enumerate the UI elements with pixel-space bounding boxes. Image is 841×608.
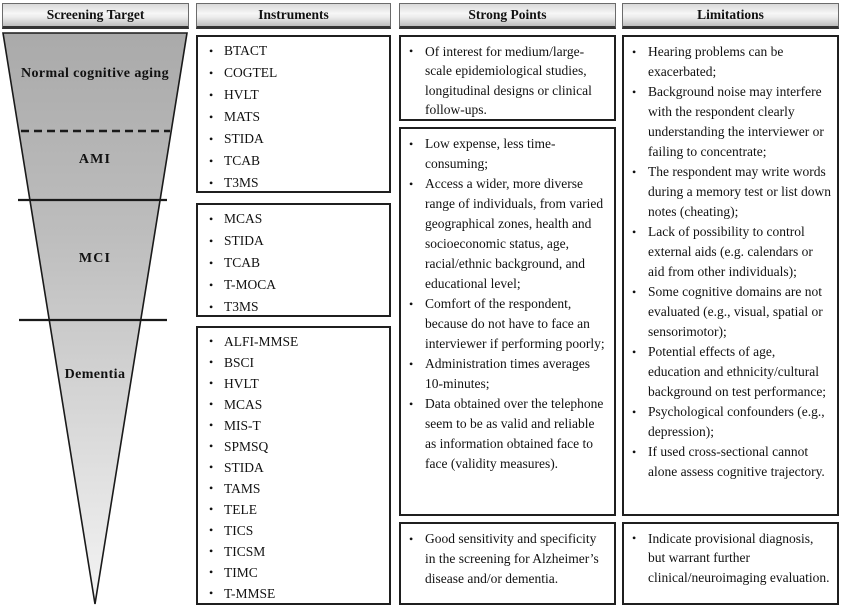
bullet-icon: • xyxy=(409,137,414,151)
header-instruments xyxy=(196,3,391,29)
instrument-name: T-MOCA xyxy=(224,277,277,292)
bullet-icon: • xyxy=(209,544,214,558)
list-item xyxy=(401,354,608,394)
instrument-name: T-MMSE xyxy=(224,586,276,601)
instrument-name: TIMC xyxy=(224,565,258,580)
strong-point-text: Access a wider, more diverse range of individuals, from varied geographical zones, health and socioeconomic status, age, racial/ethnic background, and educational level; xyxy=(425,176,604,291)
list-item xyxy=(624,402,831,442)
instrument-name: ALFI-MMSE xyxy=(224,334,299,349)
list-item xyxy=(198,296,389,317)
list-item xyxy=(624,442,831,482)
bullet-icon: • xyxy=(409,297,414,311)
bullet-icon: • xyxy=(409,397,414,411)
limitations-group-2 xyxy=(622,522,839,605)
list-item xyxy=(198,478,389,499)
bullet-icon: • xyxy=(209,66,214,80)
instruments-group-mci xyxy=(196,203,391,317)
limitation-text: Hearing problems can be exacerbated; xyxy=(648,44,784,79)
bullet-icon: • xyxy=(209,376,214,390)
instrument-name: STIDA xyxy=(224,233,264,248)
list-item xyxy=(198,394,389,415)
instrument-name: T3MS xyxy=(224,175,259,190)
list-item xyxy=(198,84,389,106)
header-strong-points xyxy=(399,3,616,29)
bullet-icon: • xyxy=(409,44,414,58)
bullet-icon: • xyxy=(209,502,214,516)
bullet-icon: • xyxy=(209,418,214,432)
bullet-icon: • xyxy=(632,225,637,239)
bullet-icon: • xyxy=(632,165,637,179)
list-item xyxy=(198,128,389,150)
instrument-name: TELE xyxy=(224,502,257,517)
stage-ami: AMI xyxy=(78,152,112,167)
list-item xyxy=(401,42,608,120)
limitation-text: Lack of possibility to control external aids (e.g. calendars or aid from other individuals); xyxy=(648,224,813,279)
bullet-icon: • xyxy=(209,234,214,248)
instrument-name: STIDA xyxy=(224,460,264,475)
stage-dementia: Dementia xyxy=(64,367,126,382)
bullet-icon: • xyxy=(209,278,214,292)
strong-point-text: Administration times averages 10-minutes; xyxy=(425,356,590,391)
list-item xyxy=(401,294,608,354)
bullet-icon: • xyxy=(409,532,414,546)
list-item xyxy=(198,106,389,128)
instrument-name: TAMS xyxy=(224,481,261,496)
list-item xyxy=(198,208,389,230)
strong-point-text: Comfort of the respondent, because do not have to face an interviewer if performing poorly; xyxy=(425,296,605,351)
bullet-icon: • xyxy=(209,176,214,190)
list-item xyxy=(198,520,389,541)
list-item xyxy=(624,529,831,587)
bullet-icon: • xyxy=(632,405,637,419)
list-item xyxy=(198,274,389,296)
instrument-name: STIDA xyxy=(224,131,264,146)
limitation-text: Background noise may interfere with the respondent clearly understanding the interviewer or failing to concentrate; xyxy=(648,84,824,159)
limitation-text: Psychological confounders (e.g., depression); xyxy=(648,404,825,439)
instrument-name: HVLT xyxy=(224,87,259,102)
header-screening-target-label: Screening Target xyxy=(46,7,145,22)
list-item xyxy=(401,394,608,474)
bullet-icon: • xyxy=(632,285,637,299)
list-item xyxy=(198,541,389,562)
funnel-graphic xyxy=(0,0,190,608)
list-item xyxy=(198,562,389,583)
strong-points-group-1 xyxy=(399,35,616,121)
header-strong-points-label: Strong Points xyxy=(468,7,547,22)
bullet-icon: • xyxy=(209,110,214,124)
instrument-name: T3MS xyxy=(224,299,259,314)
header-limitations xyxy=(622,3,839,29)
list-item xyxy=(198,331,389,352)
list-item xyxy=(624,162,831,222)
list-item xyxy=(198,457,389,478)
bullet-icon: • xyxy=(209,355,214,369)
list-item xyxy=(624,222,831,282)
instrument-name: MATS xyxy=(224,109,261,124)
list-item xyxy=(198,583,389,604)
bullet-icon: • xyxy=(209,460,214,474)
limitation-text: Indicate provisional diagnosis, but warrant further clinical/neuroimaging evaluation. xyxy=(648,531,830,585)
limitation-text: The respondent may write words during a memory test or list down notes (cheating); xyxy=(648,164,831,219)
stage-mci: MCI xyxy=(78,251,112,266)
list-item xyxy=(624,342,831,402)
list-item xyxy=(198,150,389,172)
bullet-icon: • xyxy=(209,586,214,600)
strong-points-group-2 xyxy=(399,127,616,516)
list-item xyxy=(198,252,389,274)
instrument-name: TCAB xyxy=(224,153,261,168)
limitations-group-1 xyxy=(622,35,839,516)
bullet-icon: • xyxy=(632,531,637,545)
list-item xyxy=(198,62,389,84)
header-instruments-label: Instruments xyxy=(258,7,329,22)
list-item xyxy=(198,499,389,520)
bullet-icon: • xyxy=(209,132,214,146)
list-item xyxy=(624,42,831,82)
instrument-name: BSCI xyxy=(224,355,255,370)
bullet-icon: • xyxy=(209,439,214,453)
instrument-name: MCAS xyxy=(224,211,263,226)
list-item xyxy=(198,352,389,373)
strong-point-text: Low expense, less time-consuming; xyxy=(425,136,556,171)
instruments-group-dementia xyxy=(196,326,391,605)
screening-funnel xyxy=(0,0,190,608)
instrument-name: MCAS xyxy=(224,397,263,412)
list-item xyxy=(401,529,608,589)
list-item xyxy=(198,415,389,436)
list-item xyxy=(198,436,389,457)
strong-point-text: Data obtained over the telephone seem to be as valid and reliable as information obtained face to face (validity measures). xyxy=(425,396,604,471)
bullet-icon: • xyxy=(409,357,414,371)
bullet-icon: • xyxy=(632,345,637,359)
header-limitations-label: Limitations xyxy=(697,7,764,22)
list-item xyxy=(401,174,608,294)
stage-normal-cognitive-aging: Normal cognitive aging xyxy=(20,66,169,81)
bullet-icon: • xyxy=(209,212,214,226)
instrument-name: HVLT xyxy=(224,376,259,391)
bullet-icon: • xyxy=(209,397,214,411)
bullet-icon: • xyxy=(632,445,637,459)
bullet-icon: • xyxy=(209,88,214,102)
instrument-name: SPMSQ xyxy=(224,439,269,454)
strong-point-text: Good sensitivity and specificity in the screening for Alzheimer’s disease and/or dementia. xyxy=(425,531,599,586)
bullet-icon: • xyxy=(209,523,214,537)
bullet-icon: • xyxy=(209,44,214,58)
funnel-shape-icon xyxy=(3,33,187,604)
instruments-group-aging-ami xyxy=(196,35,391,193)
limitation-text: If used cross-sectional cannot alone assess cognitive trajectory. xyxy=(648,444,825,479)
list-item xyxy=(401,134,608,174)
bullet-icon: • xyxy=(209,481,214,495)
bullet-icon: • xyxy=(632,85,637,99)
list-item xyxy=(198,230,389,252)
list-item xyxy=(624,282,831,342)
instrument-name: COGTEL xyxy=(224,65,278,80)
bullet-icon: • xyxy=(209,300,214,314)
limitation-text: Some cognitive domains are not evaluated (e.g., visual, spatial or sensorimotor); xyxy=(648,284,823,339)
strong-points-group-3 xyxy=(399,522,616,605)
bullet-icon: • xyxy=(632,45,637,59)
list-item xyxy=(198,172,389,193)
instrument-name: TICS xyxy=(224,523,254,538)
bullet-icon: • xyxy=(209,565,214,579)
strong-point-text: Of interest for medium/large-scale epidemiological studies, longitudinal designs or clinical follow-ups. xyxy=(425,44,592,118)
list-item xyxy=(624,82,831,162)
list-item xyxy=(198,373,389,394)
instrument-name: TCAB xyxy=(224,255,261,270)
instrument-name: BTACT xyxy=(224,43,268,58)
bullet-icon: • xyxy=(409,177,414,191)
limitation-text: Potential effects of age, education and ethnicity/cultural background on test performance; xyxy=(648,344,827,399)
list-item xyxy=(198,40,389,62)
instrument-name: MIS-T xyxy=(224,418,261,433)
bullet-icon: • xyxy=(209,154,214,168)
bullet-icon: • xyxy=(209,334,214,348)
bullet-icon: • xyxy=(209,256,214,270)
instrument-name: TICSM xyxy=(224,544,266,559)
